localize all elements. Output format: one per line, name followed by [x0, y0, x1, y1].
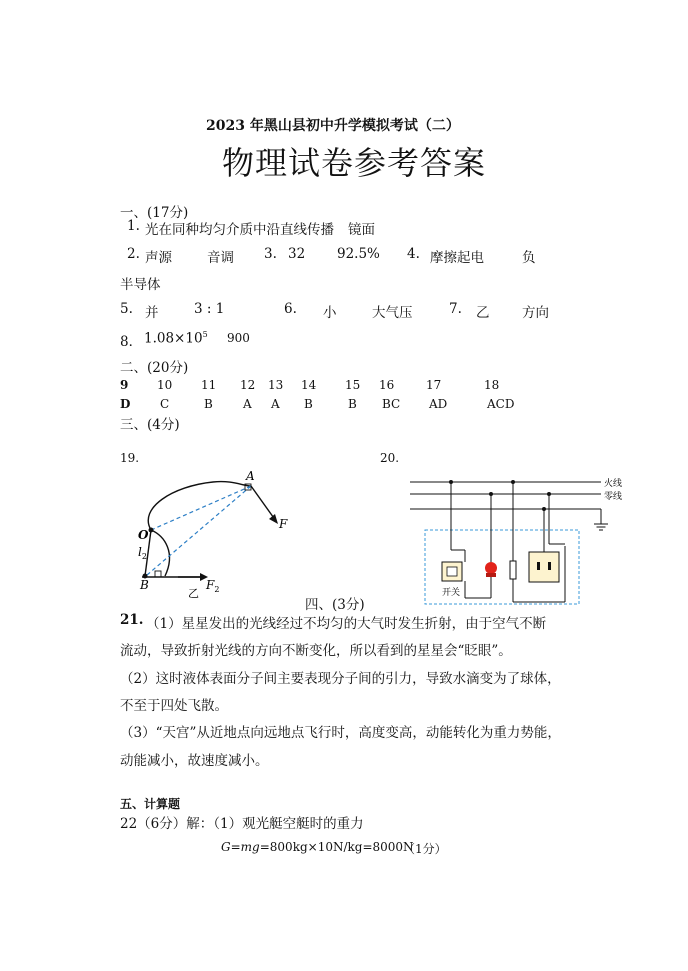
label-a: A — [246, 469, 255, 483]
q21-p1-line1: （1）星星发出的光线经过不均匀的大气时发生折射，由于空气不断 — [146, 616, 547, 632]
label-l-sub: 2 — [141, 552, 147, 561]
q21-p1-line2: 流动，导致折射光线的方向不断变化，所以看到的星星会“眨眼”。 — [120, 643, 512, 659]
mcq-answer-13: A — [271, 397, 280, 411]
eq-g-symbol: G — [221, 840, 231, 854]
label-l2 — [138, 545, 147, 561]
q8-answer-b: 900 — [227, 331, 250, 345]
q22-equation — [221, 840, 414, 854]
mcq-number-11: 11 — [201, 378, 217, 392]
figure-caption: 乙 — [188, 587, 199, 600]
switch-live-node — [449, 480, 453, 484]
section2-heading: 二、(20分) — [120, 360, 189, 376]
q21-p2-line1: （2）这时液体表面分子间主要表现分子间的引力，导致水滴变为了球体， — [120, 671, 561, 687]
q22-intro: 22（6分）解：（1）观光艇空艇时的重力 — [120, 816, 364, 832]
mcq-answer-11: B — [204, 397, 213, 411]
section1-heading: 一、(17分) — [120, 205, 189, 221]
force-f-arrow — [251, 486, 276, 521]
q19-number: 19. — [120, 451, 140, 465]
mcq-number-17: 17 — [426, 378, 442, 392]
q5-answer-b: 3 : 1 — [194, 301, 225, 317]
q2-answer-a: 声源 — [145, 250, 172, 266]
mcq-number-10: 10 — [157, 378, 173, 392]
q5-number: 5. — [120, 301, 133, 317]
dashed-line-oa — [151, 486, 251, 530]
outlet-earth-node — [542, 507, 546, 511]
outlet-slot-right — [548, 562, 551, 570]
mcq-answer-15: B — [348, 397, 357, 411]
label-f2-sub: 2 — [214, 585, 220, 594]
lever-top-curve — [148, 482, 251, 530]
q20-number: 20. — [380, 451, 400, 465]
q4-answer-b: 负 — [522, 250, 536, 266]
mcq-number-18: 18 — [484, 378, 500, 392]
pivot-o-point — [149, 528, 154, 533]
label-f: F — [279, 517, 288, 531]
mcq-number-14: 14 — [301, 378, 317, 392]
q6-answer-b: 大气压 — [372, 305, 413, 321]
q2-number: 2. — [127, 246, 140, 262]
page-title: 物理试卷参考答案 — [222, 144, 487, 182]
exam-subtitle: 2023 年黑山县初中升学模拟考试（二） — [206, 118, 460, 134]
q3-answer-b: 92.5% — [337, 246, 380, 262]
outlet-icon — [529, 552, 559, 582]
q6-answer-a: 小 — [323, 305, 337, 321]
q4-answer-c: 半导体 — [120, 277, 161, 293]
fuse-live-node — [511, 480, 515, 484]
lamp-bulb-icon — [485, 562, 497, 574]
mcq-number-9: 9 — [120, 378, 129, 392]
mcq-number-12: 12 — [240, 378, 256, 392]
eq-gravity-symbol: g — [252, 840, 260, 854]
neutral-wire-label: 零线 — [604, 492, 623, 502]
q21-p3-line2: 动能减小，故速度减小。 — [120, 753, 269, 769]
label-l: l — [138, 545, 142, 559]
mcq-number-16: 16 — [379, 378, 395, 392]
q8-exponent: 5 — [202, 330, 208, 339]
mcq-answer-14: B — [304, 397, 313, 411]
q3-number: 3. — [264, 246, 277, 262]
switch-button — [447, 567, 457, 576]
eq-equals: = — [230, 840, 241, 854]
live-wire-label: 火线 — [604, 479, 623, 489]
circuit-diagram — [405, 474, 623, 608]
q6-number: 6. — [284, 301, 297, 317]
right-angle-mark-b — [155, 571, 161, 577]
fuse-icon — [510, 561, 516, 579]
lever-diagram — [118, 468, 298, 598]
label-b: B — [140, 578, 149, 592]
q1-number: 1. — [127, 218, 140, 234]
q4-number: 4. — [407, 246, 420, 262]
q21-p2-line2: 不至于四处飞散。 — [120, 698, 228, 714]
label-f2-main: F — [206, 578, 215, 592]
q7-answer-b: 方向 — [522, 305, 549, 321]
mcq-answer-12: A — [243, 397, 252, 411]
q5-answer-a: 并 — [145, 305, 159, 321]
q3-answer-a: 32 — [288, 246, 306, 262]
q8-answer-a — [144, 330, 208, 347]
q8-base: 1.08×10 — [144, 330, 203, 347]
mcq-answer-16: BC — [382, 397, 401, 411]
q2-answer-b: 音调 — [207, 250, 234, 266]
eq-m-symbol: m — [240, 840, 253, 854]
q21-p3-line1: （3）“天宫”从近地点向远地点飞行时，高度变高，动能转化为重力势能， — [120, 725, 561, 741]
mcq-answer-10: C — [160, 397, 170, 411]
q7-number: 7. — [449, 301, 462, 317]
mcq-answer-9: D — [120, 397, 131, 411]
q1-answer-a: 光在同种均匀介质中沿直线传播 — [145, 222, 334, 238]
lamp-base-icon — [486, 573, 496, 577]
mcq-number-13: 13 — [268, 378, 284, 392]
q8-number: 8． — [120, 334, 143, 350]
switch-label: 开关 — [442, 588, 461, 598]
section4-heading: 四、(3分) — [305, 597, 365, 613]
q7-answer-a: 乙 — [476, 305, 490, 321]
lamp-neutral-node — [489, 492, 493, 496]
eq-result: =800kg×10N/kg=8000N — [259, 840, 414, 854]
q22-score: （1分） — [403, 842, 447, 856]
outlet-neutral-node — [547, 492, 551, 496]
label-f2 — [205, 578, 219, 594]
section5-heading: 五、计算题 — [120, 797, 181, 811]
section3-heading: 三、(4分) — [120, 417, 180, 433]
mcq-answer-17: AD — [429, 397, 448, 411]
label-o: O — [138, 528, 149, 542]
outlet-slot-left — [537, 562, 540, 570]
force-f-arrowhead — [269, 514, 278, 524]
q4-answer-a: 摩擦起电 — [430, 250, 484, 266]
mcq-number-15: 15 — [345, 378, 361, 392]
q1-answer-b: 镜面 — [348, 222, 375, 238]
mcq-answer-18: ACD — [487, 397, 515, 411]
q21-number: 21. — [120, 612, 144, 628]
